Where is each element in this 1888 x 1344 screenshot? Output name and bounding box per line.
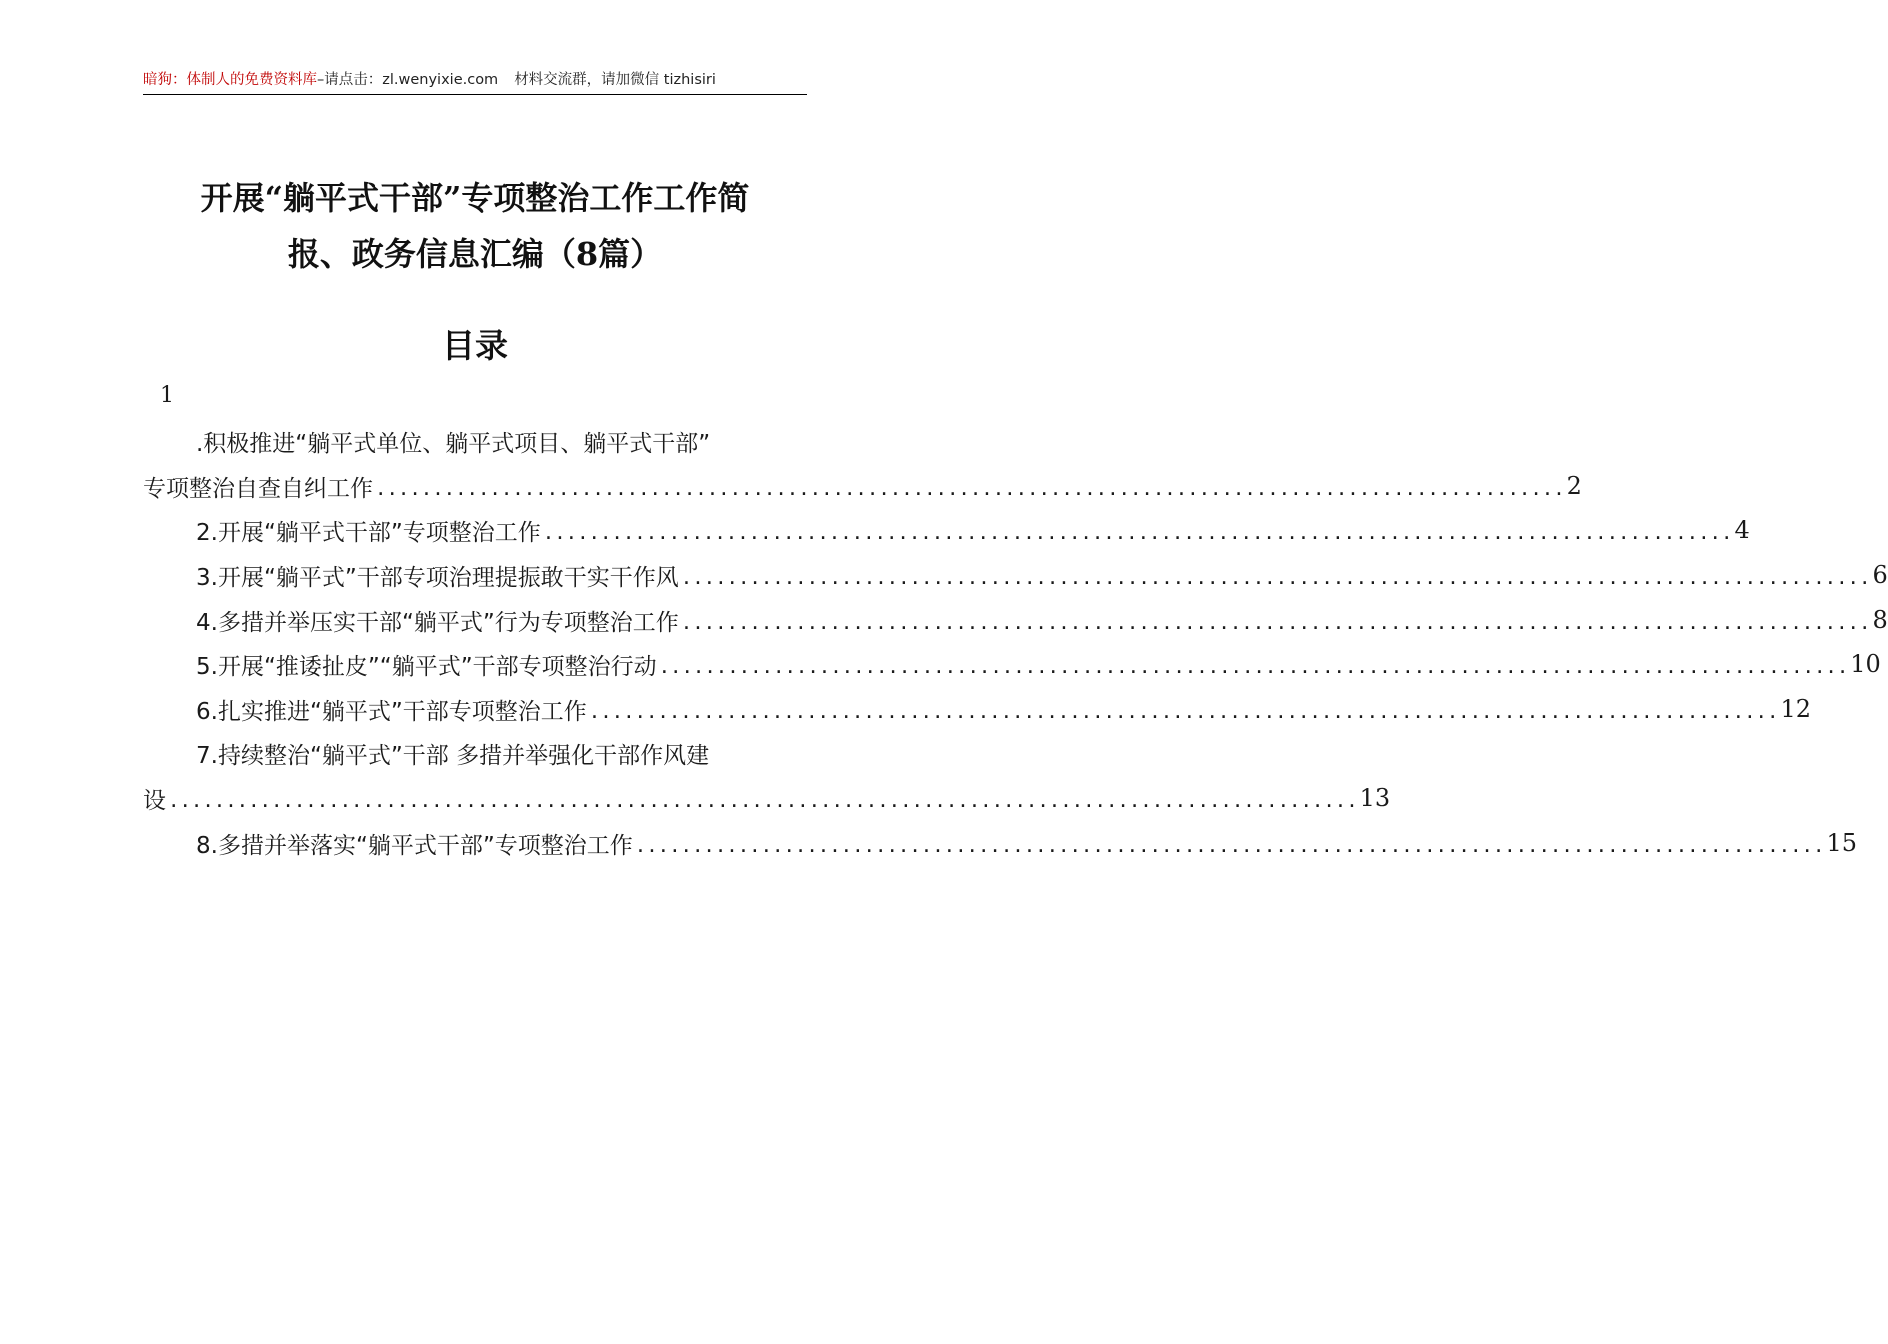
leader-dots: ........................................................................................................	[680, 567, 1871, 589]
toc-item-8-page: 15	[1826, 829, 1857, 857]
leader-dots: ........................................................................................................	[634, 835, 1825, 857]
toc-item-2-page: 4	[1734, 516, 1750, 544]
toc-item-7-page: 13	[1359, 784, 1391, 812]
toc-item-2[interactable]: 2.开展“躺平式干部”专项整治工作 ........................................................................................................ 4	[143, 508, 807, 552]
toc-item-7-line-2[interactable]: 设 ........................................................................................................ 13	[143, 776, 807, 820]
page-header	[143, 66, 807, 95]
header-contact: 材料交流群，请加微信 tizhisiri	[514, 72, 716, 88]
toc-item-6[interactable]: 6.扎实推进“躺平式”干部专项整治工作 ........................................................................................................ 12	[143, 687, 807, 731]
toc-item-1-page: 2	[1566, 472, 1582, 500]
toc-item-5[interactable]: 5.开展“推诿扯皮”“躺平式”干部专项整治行动 ........................................................................................................ 10	[143, 642, 807, 686]
title-line-2: 报、政务信息汇编（8篇）	[287, 235, 663, 273]
leader-dots: ........................................................................................................	[588, 701, 1779, 723]
leader-dots: ........................................................................................................	[375, 478, 1565, 500]
toc-item-7-line-1[interactable]: 7.持续整治“躺平式”干部 多措并举强化干部作风建	[196, 742, 710, 769]
title-line-1: 开展“躺平式干部”专项整治工作工作简	[200, 179, 750, 217]
toc-item-4[interactable]: 4.多措并举压实干部“躺平式”行为专项整治工作 ........................................................................................................ 8	[143, 598, 807, 642]
toc-item-6-page: 12	[1780, 695, 1811, 723]
toc-item-4-page: 8	[1872, 606, 1888, 634]
header-link[interactable]: –请点击：zl.wenyixie.com	[317, 72, 499, 88]
document-title	[143, 170, 807, 282]
toc-item-5-page: 10	[1850, 650, 1881, 678]
toc-item-8[interactable]: 8.多措并举落实“躺平式干部”专项整治工作 ........................................................................................................ 15	[143, 821, 807, 865]
leader-dots: ........................................................................................................	[658, 656, 1849, 678]
header-site-name: 暗狗：体制人的免费资料库	[143, 72, 317, 88]
toc-heading: 目录	[442, 326, 508, 365]
leader-dots: ........................................................................................................	[168, 790, 1358, 812]
toc-item-1-number: 1	[160, 383, 174, 408]
toc-item-3-page: 6	[1872, 561, 1888, 589]
toc-item-1-line-1[interactable]: .积极推进“躺平式单位、躺平式项目、躺平式干部”	[196, 430, 711, 457]
toc-item-3[interactable]: 3.开展“躺平式”干部专项治理提振敢干实干作风 ........................................................................................................ 6	[143, 553, 807, 597]
toc-item-1-line-2[interactable]: 专项整治自查自纠工作 ........................................................................................................ 2	[143, 464, 807, 508]
leader-dots: ........................................................................................................	[680, 612, 1871, 634]
leader-dots: ........................................................................................................	[542, 522, 1733, 544]
